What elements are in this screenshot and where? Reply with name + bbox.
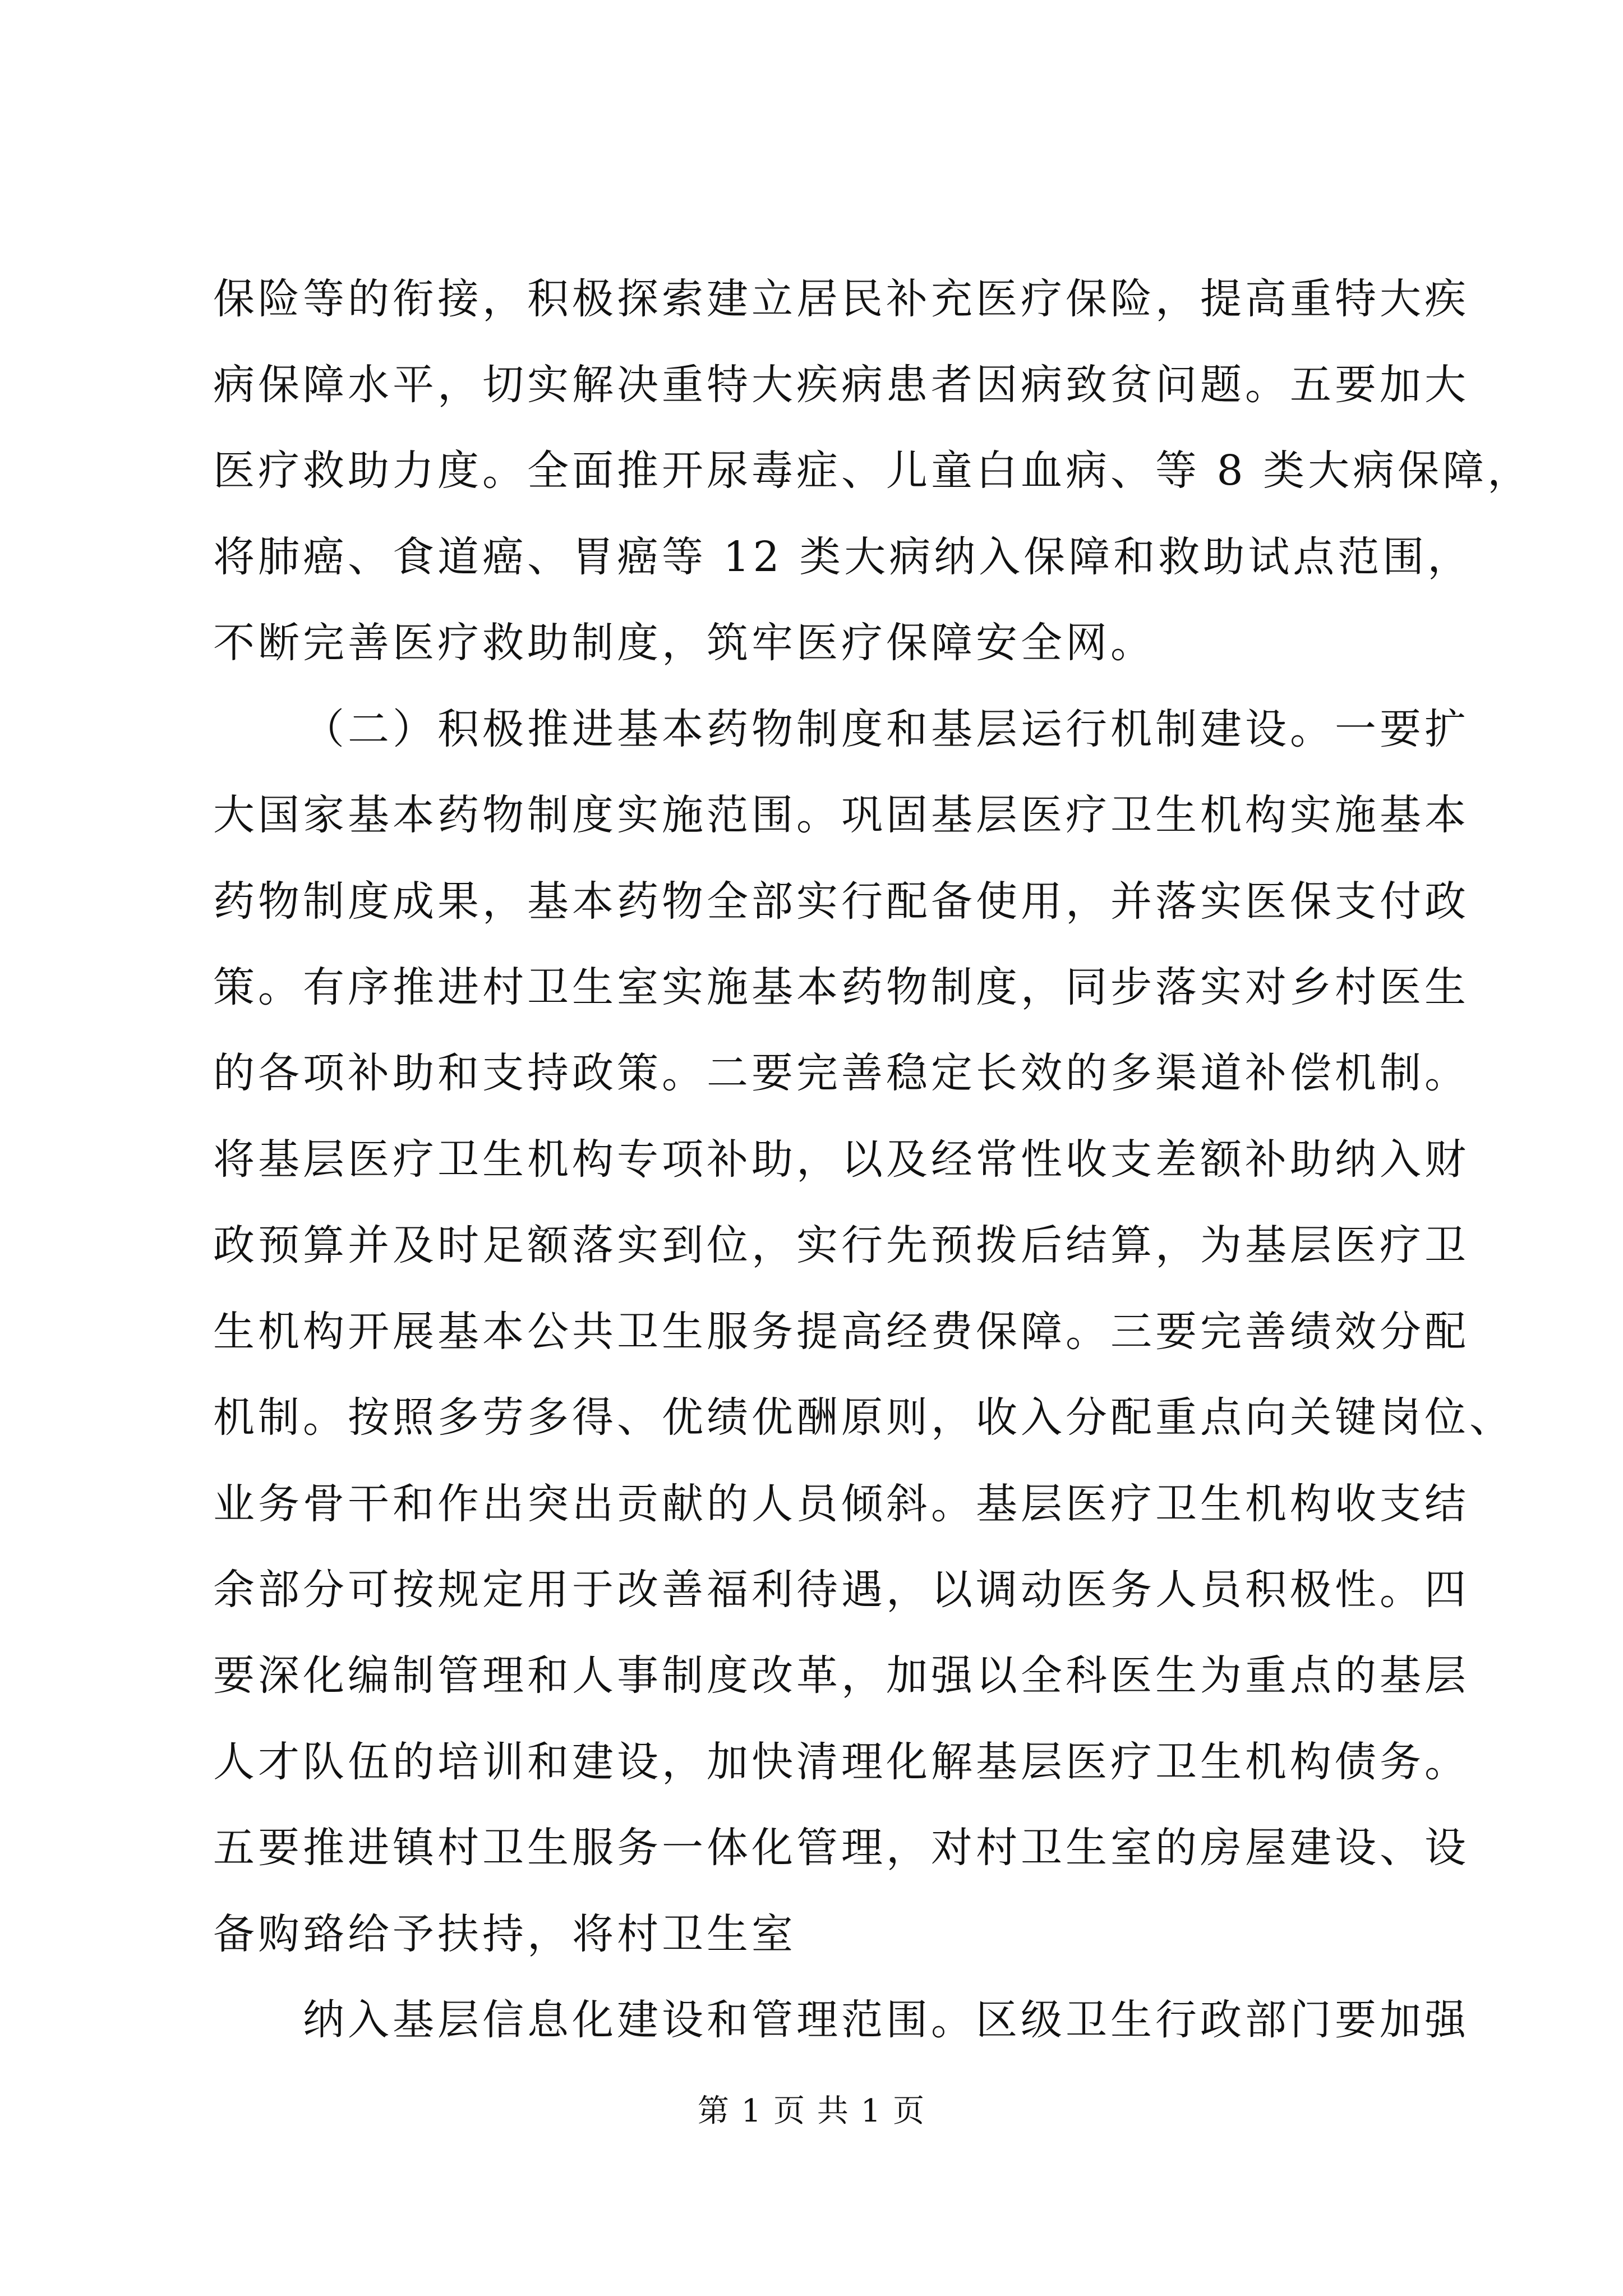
text-line: 余部分可按规定用于改善福利待遇，以调动医务人员积极性。四 bbox=[213, 1566, 1469, 1614]
text-line: 将肺癌、食道癌、胃癌等 12 类大病纳入保障和救助试点范围， bbox=[213, 533, 1473, 581]
text-line: 要深化编制管理和人事制度改革，加强以全科医生为重点的基层 bbox=[213, 1651, 1469, 1700]
text-line: 政预算并及时足额落实到位，实行先预拨后结算，为基层医疗卫 bbox=[213, 1221, 1469, 1269]
text-line: 策。有序推进村卫生室实施基本药物制度，同步落实对乡村医生 bbox=[213, 963, 1469, 1011]
text-line: 备购臵给予扶持，将村卫生室 bbox=[213, 1910, 796, 1958]
section-heading-line: （二）积极推进基本药物制度和基层运行机制建设。一要扩 bbox=[303, 705, 1469, 753]
text-line: 医疗救助力度。全面推开尿毒症、儿童白血病、等 8 类大病保障， bbox=[213, 447, 1533, 495]
text-line: 大国家基本药物制度实施范围。巩固基层医疗卫生机构实施基本 bbox=[213, 791, 1469, 839]
text-line: 人才队伍的培训和建设，加快清理化解基层医疗卫生机构债务。 bbox=[213, 1738, 1469, 1786]
text-line: 纳入基层信息化建设和管理范围。区级卫生行政部门要加强 bbox=[303, 1996, 1469, 2044]
text-line: 的各项补助和支持政策。二要完善稳定长效的多渠道补偿机制。 bbox=[213, 1049, 1469, 1097]
text-line: 五要推进镇村卫生服务一体化管理，对村卫生室的房屋建设、设 bbox=[213, 1824, 1469, 1872]
text-line: 机制。按照多劳多得、优绩优酬原则，收入分配重点向关键岗位、 bbox=[213, 1393, 1514, 1442]
page-number-footer: 第 1 页 共 1 页 bbox=[697, 2093, 926, 2129]
text-line: 业务骨干和作出突出贡献的人员倾斜。基层医疗卫生机构收支结 bbox=[213, 1480, 1469, 1528]
text-line: 保险等的衔接，积极探索建立居民补充医疗保险，提高重特大疾 bbox=[213, 275, 1469, 323]
text-line: 将基层医疗卫生机构专项补助，以及经常性收支差额补助纳入财 bbox=[213, 1135, 1469, 1184]
text-line: 生机构开展基本公共卫生服务提高经费保障。三要完善绩效分配 bbox=[213, 1308, 1469, 1356]
text-line: 药物制度成果，基本药物全部实行配备使用，并落实医保支付政 bbox=[213, 877, 1469, 926]
text-line: 病保障水平，切实解决重特大疾病患者因病致贫问题。五要加大 bbox=[213, 361, 1469, 409]
text-line: 不断完善医疗救助制度，筑牢医疗保障安全网。 bbox=[213, 619, 1155, 667]
